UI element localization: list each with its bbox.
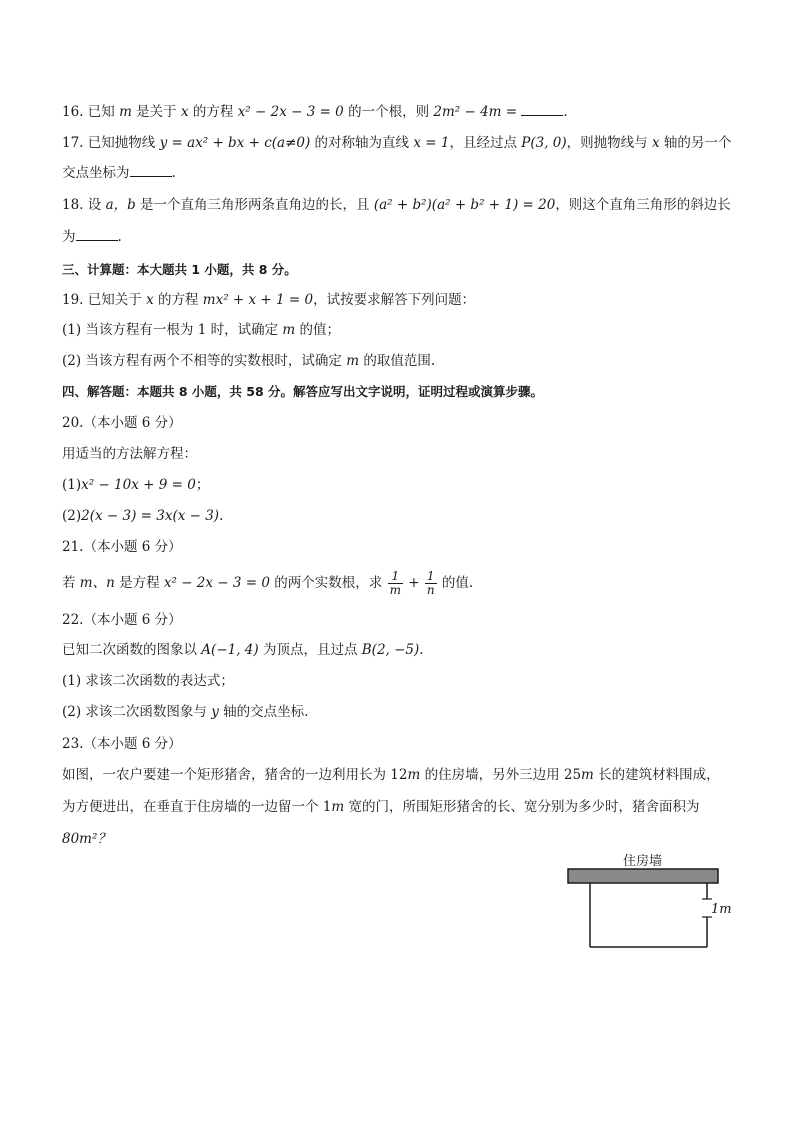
answer-blank[interactable]: [76, 228, 118, 241]
question-18: 18. 设 a，b 是一个直角三角形两条直角边的长，且 (a² + b²)(a² + b² + 1) = 20，则这个直角三角形的斜边长: [62, 197, 731, 213]
answer-blank[interactable]: [130, 164, 172, 177]
question-21-heading: 21.（本小题 6 分）: [62, 539, 182, 555]
house-wall: [568, 869, 718, 883]
question-23-line3: 80m²？: [62, 831, 111, 847]
q20-equation-2: 2(x − 3) = 3x(x − 3).: [81, 508, 224, 524]
q16-expression: 2m² − 4m =: [433, 104, 522, 120]
question-22-heading: 22.（本小题 6 分）: [62, 612, 182, 628]
question-23-line2: 为方便进出，在垂直于住房墙的一边留一个 1m 宽的门，所围矩形猪舍的长、宽分别为多少时，猪舍面积为: [62, 799, 700, 815]
question-23-heading: 23.（本小题 6 分）: [62, 736, 182, 752]
question-20-part1: (1)x² − 10x + 9 = 0；: [62, 477, 210, 493]
q20-equation-1: x² − 10x + 9 = 0: [81, 477, 196, 493]
point-B: B(2, −5): [361, 642, 420, 658]
section-4-heading: 四、解答题：本题共 8 小题，共 58 分。解答应写出文字说明，证明过程或演算步骤。: [62, 384, 544, 399]
question-19-part1: (1) 当该方程有一根为 1 时，试确定 m 的值；: [62, 322, 340, 338]
question-20-part2: (2)2(x − 3) = 3x(x − 3).: [62, 508, 224, 524]
q16-equation: x² − 2x − 3 = 0: [237, 104, 344, 120]
wall-label: 住房墙: [623, 854, 663, 869]
fraction-1-over-n: $\frac{1}{n}$: [426, 569, 435, 597]
q17-parabola: y = ax² + bx + c(a≠0): [159, 135, 311, 151]
answer-blank[interactable]: [521, 103, 563, 116]
door-width-label: 1m: [711, 902, 732, 917]
vertex-point-A: A(−1, 4): [201, 642, 259, 658]
q17-point: P(3, 0): [521, 135, 567, 151]
question-19: 19. 已知关于 x 的方程 mx² + x + 1 = 0，试按要求解答下列问题：: [62, 292, 476, 308]
question-20-heading: 20.（本小题 6 分）: [62, 415, 182, 431]
question-21: 若 m、n 是方程 x² − 2x − 3 = 0 的两个实数根，求 $\frac{1}{m}$ + $\frac{1}{n}$ 的值.: [62, 569, 474, 597]
question-23-line1: 如图，一农户要建一个矩形猪舍，猪舍的一边利用长为 12m 的住房墙，另外三边用 25m 长的建筑材料围成，: [62, 767, 720, 783]
q19-equation: mx² + x + 1 = 0: [202, 292, 314, 308]
question-22-part2: (2) 求该二次函数图象与 y 轴的交点坐标.: [62, 704, 309, 720]
question-18-line2: 为 .: [62, 229, 122, 245]
section-3-heading: 三、计算题：本大题共 1 小题，共 8 分。: [62, 262, 297, 277]
q18-equation: (a² + b²)(a² + b² + 1) = 20: [373, 197, 556, 213]
question-20-intro: 用适当的方法解方程：: [62, 446, 197, 462]
q21-equation: x² − 2x − 3 = 0: [163, 575, 270, 591]
question-17-line2: 交点坐标为 .: [62, 165, 176, 181]
fraction-1-over-m: $\frac{1}{m}$: [389, 569, 401, 597]
question-22-part1: (1) 求该二次函数的表达式；: [62, 673, 234, 689]
question-22: 已知二次函数的图象以 A(−1, 4) 为顶点，且过点 B(2, −5).: [62, 642, 424, 658]
question-16: 16. 已知 m 是关于 x 的方程 x² − 2x − 3 = 0 的一个根，则 2m² − 4m = .: [62, 104, 568, 120]
question-19-part2: (2) 当该方程有两个不相等的实数根时，试确定 m 的取值范围.: [62, 353, 436, 369]
question-17: 17. 已知抛物线 y = ax² + bx + c(a≠0) 的对称轴为直线 x = 1，且经过点 P(3, 0)，则抛物线与 x 轴的另一个: [62, 135, 732, 151]
